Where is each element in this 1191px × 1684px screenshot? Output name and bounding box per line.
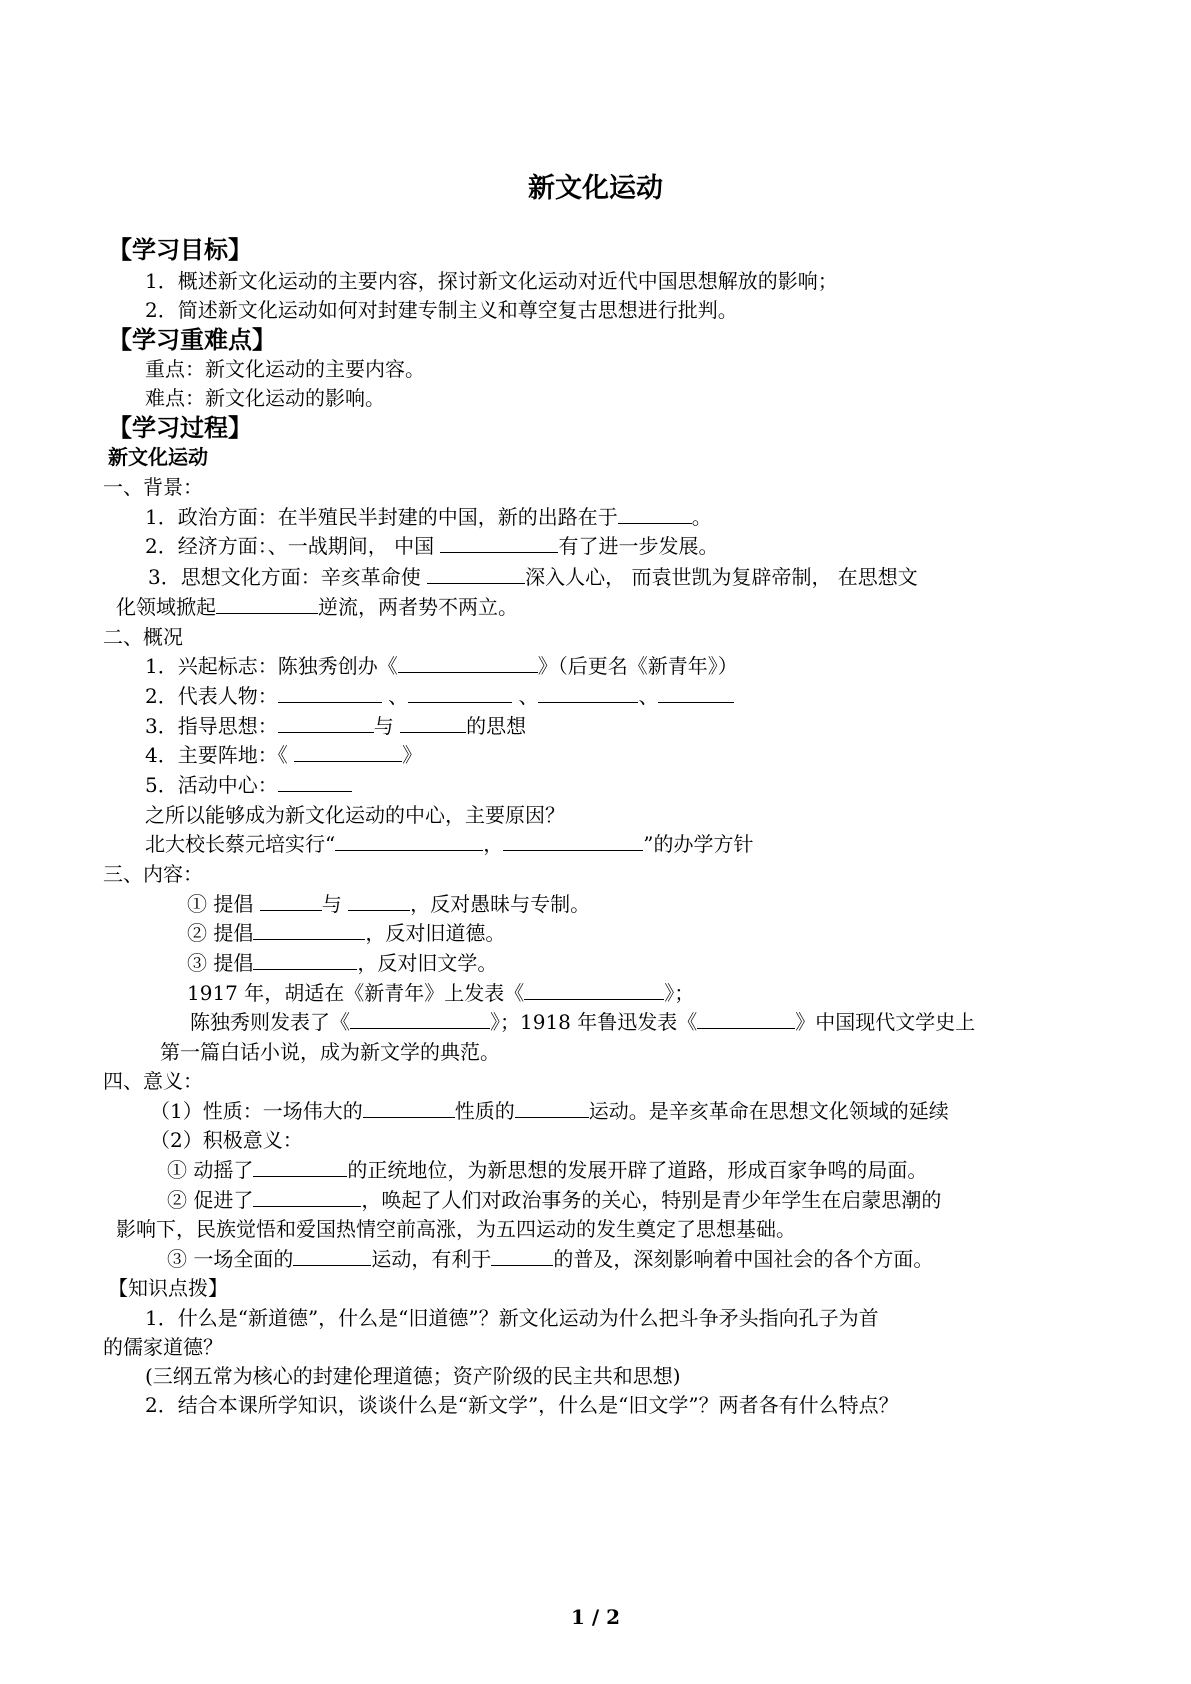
fill-blank[interactable] xyxy=(335,832,483,851)
significance-item-4-cont: 影响下，民族觉悟和爱国热情空前高涨，为五四运动的发生奠定了思想基础。 xyxy=(116,1217,796,1241)
fill-blank[interactable] xyxy=(618,505,692,524)
fill-blank[interactable] xyxy=(260,892,322,911)
difficult-point: 难点：新文化运动的影响。 xyxy=(145,386,385,410)
fill-blank[interactable] xyxy=(294,743,402,762)
significance-item-1: （1）性质：一场伟大的 性质的 运动。是辛亥革命在思想文化领域的延续 xyxy=(150,1099,949,1123)
significance-item-2: （2）积极意义： xyxy=(150,1128,303,1152)
knowledge-question-1: 1．什么是“新道德”，什么是“旧道德”？新文化运动为什么把斗争矛头指向孔子为首 xyxy=(145,1306,879,1330)
fill-blank[interactable] xyxy=(278,684,382,703)
content-item-5: 陈独秀则发表了《 》；1918 年鲁迅发表《 》中国现代文学史上 xyxy=(190,1010,976,1034)
overview-cai-yuanpei: 北大校长蔡元培实行“ ， ”的办学方针 xyxy=(145,832,754,856)
fill-blank[interactable] xyxy=(400,714,466,733)
content-item-3: ③ 提倡 ，反对旧文学。 xyxy=(187,951,498,975)
overview-item-5: 5．活动中心： xyxy=(145,772,352,798)
fill-blank[interactable] xyxy=(253,951,357,970)
significance-item-3: ① 动摇了 的正统地位，为新思想的发展开辟了道路，形成百家争鸣的局面。 xyxy=(167,1158,928,1182)
content-heading: 三、内容： xyxy=(103,862,203,886)
goal-1: 1．概述新文化运动的主要内容，探讨新文化运动对近代中国思想解放的影响； xyxy=(145,269,838,293)
page-number: 1 / 2 xyxy=(570,1605,621,1629)
knowledge-question-2: 2．结合本课所学知识，谈谈什么是“新文学”，什么是“旧文学”？两者各有什么特点？ xyxy=(145,1393,899,1417)
fill-blank[interactable] xyxy=(658,684,734,703)
overview-item-1: 1．兴起标志：陈独秀创办《 》（后更名《新青年》） xyxy=(145,654,738,678)
fill-blank[interactable] xyxy=(363,1099,455,1118)
background-item-2: 2．经济方面：、一战期间， 中国 有了进一步发展。 xyxy=(145,534,719,558)
fill-blank[interactable] xyxy=(697,1010,795,1029)
knowledge-answer-1: (三纲五常为核心的封建伦理道德；资产阶级的民主共和思想) xyxy=(145,1364,681,1388)
fill-blank[interactable] xyxy=(253,921,365,940)
overview-item-4: 4．主要阵地：《 》 xyxy=(145,743,423,767)
overview-item-3: 3．指导思想： 与 的思想 xyxy=(145,714,527,738)
page-title: 新文化运动 xyxy=(528,173,663,204)
process-subtitle: 新文化运动 xyxy=(108,445,208,469)
fill-blank[interactable] xyxy=(538,684,638,703)
content-item-6: 第一篇白话小说，成为新文学的典范。 xyxy=(160,1040,500,1064)
fill-blank[interactable] xyxy=(398,654,538,673)
content-item-4: 1917 年，胡适在《新青年》上发表《 》； xyxy=(187,981,695,1005)
background-item-3: 3．思想文化方面：辛亥革命使 深入人心， 而袁世凯为复辟帝制， 在思想文 xyxy=(148,565,918,589)
fill-blank[interactable] xyxy=(515,1099,589,1118)
fill-blank[interactable] xyxy=(408,684,512,703)
section-heading-knowledge: 【知识点拨】 xyxy=(108,1276,228,1300)
key-point: 重点：新文化运动的主要内容。 xyxy=(145,357,425,381)
section-heading-difficulties: 【学习重难点】 xyxy=(108,326,276,354)
fill-blank[interactable] xyxy=(503,832,643,851)
background-item-1: 1．政治方面：在半殖民半封建的中国，新的出路在于 。 xyxy=(145,505,712,529)
background-item-3-cont: 化领域掀起 逆流，两者势不两立。 xyxy=(116,595,518,619)
section-heading-process: 【学习过程】 xyxy=(108,414,252,442)
fill-blank[interactable] xyxy=(278,714,374,733)
fill-blank[interactable] xyxy=(491,1247,553,1266)
fill-blank[interactable] xyxy=(253,1188,361,1207)
fill-blank[interactable] xyxy=(253,1158,347,1177)
fill-blank[interactable] xyxy=(216,595,318,614)
goal-2: 2．简述新文化运动如何对封建专制主义和尊空复古思想进行批判。 xyxy=(145,298,738,322)
background-heading: 一、背景： xyxy=(103,475,203,499)
significance-item-4: ② 促进了 ，唤起了人们对政治事务的关心，特别是青少年学生在启蒙思潮的 xyxy=(167,1188,942,1212)
overview-question: 之所以能够成为新文化运动的中心，主要原因？ xyxy=(145,803,565,827)
content-item-2: ② 提倡 ，反对旧道德。 xyxy=(187,921,506,945)
content-item-1: ① 提倡 与 ，反对愚昧与专制。 xyxy=(187,892,591,916)
fill-blank[interactable] xyxy=(440,534,558,553)
fill-blank[interactable] xyxy=(427,565,525,584)
fill-blank[interactable] xyxy=(348,892,410,911)
overview-heading: 二、概况 xyxy=(103,625,183,649)
fill-blank[interactable] xyxy=(278,773,352,792)
significance-item-5: ③ 一场全面的 运动，有利于 的普及，深刻影响着中国社会的各个方面。 xyxy=(167,1247,934,1271)
significance-heading: 四、意义： xyxy=(103,1069,203,1093)
section-heading-goals: 【学习目标】 xyxy=(108,236,252,264)
fill-blank[interactable] xyxy=(350,1010,490,1029)
knowledge-question-1-cont: 的儒家道德？ xyxy=(103,1335,223,1359)
fill-blank[interactable] xyxy=(524,981,664,1000)
fill-blank[interactable] xyxy=(293,1247,371,1266)
overview-item-2: 2．代表人物： 、 、 、 xyxy=(145,683,734,709)
